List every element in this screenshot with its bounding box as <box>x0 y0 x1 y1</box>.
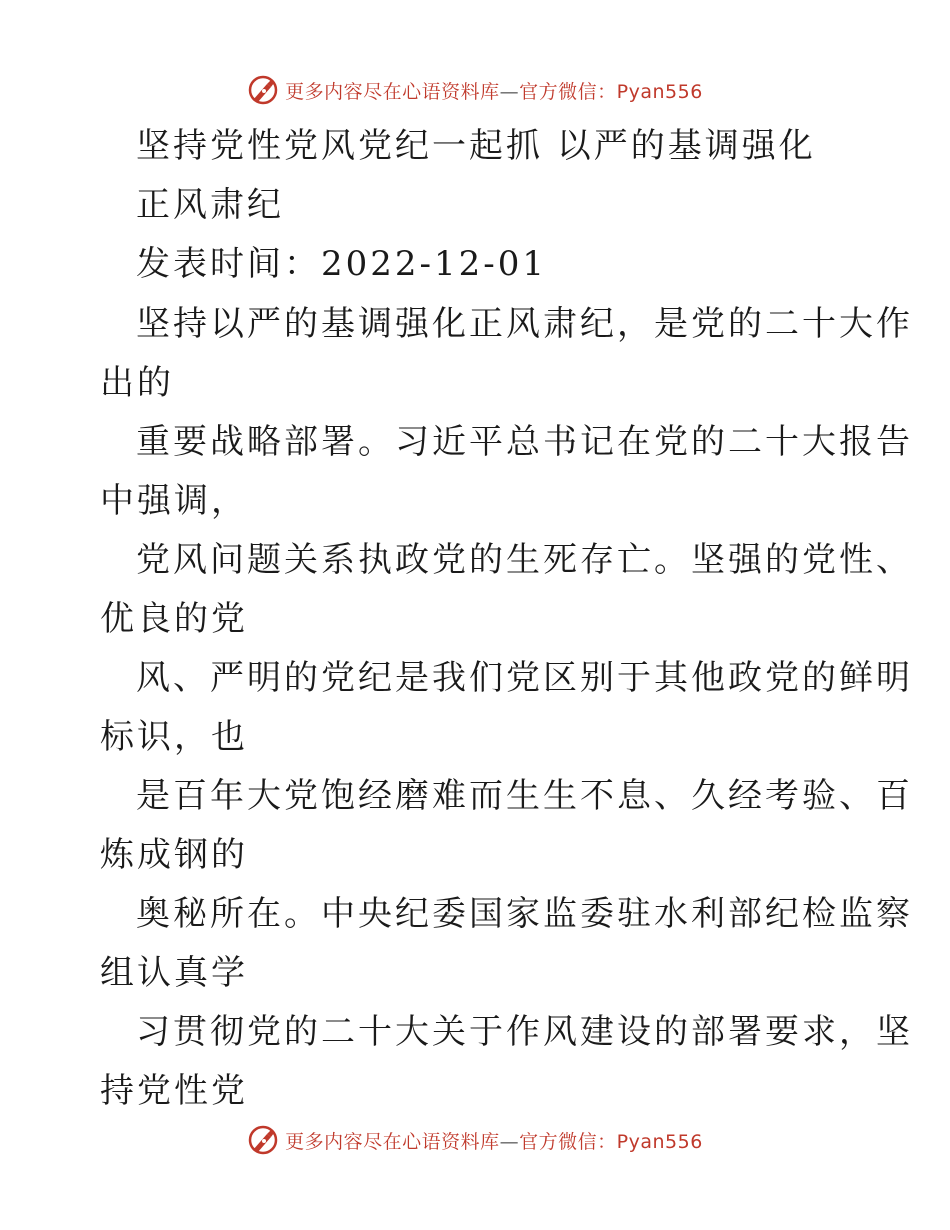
watermark-wechat: 官方微信：Pyan556 <box>519 1130 703 1153</box>
watermark-text <box>285 1127 703 1154</box>
body-line: 重要战略部署。习近平总书记在党的二十大报告 <box>136 422 913 462</box>
body-line: 奥秘所在。中央纪委国家监委驻水利部纪检监察 <box>136 894 913 934</box>
body-line: 出的 <box>100 363 174 403</box>
body-line: 党风问题关系执政党的生死存亡。坚强的党性、 <box>136 540 913 580</box>
body-line: 习贯彻党的二十大关于作风建设的部署要求，坚 <box>136 1012 913 1052</box>
article-title-line-2: 正风肃纪 <box>136 185 284 225</box>
body-line: 炼成钢的 <box>100 835 248 875</box>
body-line: 风、严明的党纪是我们党区别于其他政党的鲜明 <box>136 658 913 698</box>
article-date: 发表时间：2022-12-01 <box>136 244 548 284</box>
body-line: 标识，也 <box>100 717 248 757</box>
watermark-text <box>285 77 703 104</box>
header-watermark-banner <box>0 70 950 110</box>
watermark-site-name: 更多内容尽在心语资料库 <box>285 80 500 103</box>
watermark-dash: — <box>499 1130 520 1153</box>
footer-watermark-banner <box>0 1120 950 1160</box>
body-line: 组认真学 <box>100 953 248 993</box>
watermark-dash: — <box>499 80 520 103</box>
pen-logo-icon <box>247 1124 279 1156</box>
body-line: 是百年大党饱经磨难而生生不息、久经考验、百 <box>136 776 913 816</box>
body-line: 中强调， <box>100 481 248 521</box>
pen-logo-icon <box>247 74 279 106</box>
body-line: 优良的党 <box>100 599 248 639</box>
body-line: 持党性党 <box>100 1071 248 1111</box>
watermark-site-name: 更多内容尽在心语资料库 <box>285 1130 500 1153</box>
article-title-line-1: 坚持党性党风党纪一起抓 以严的基调强化 <box>136 126 816 166</box>
watermark-wechat: 官方微信：Pyan556 <box>519 80 703 103</box>
body-line: 坚持以严的基调强化正风肃纪，是党的二十大作 <box>136 304 913 344</box>
